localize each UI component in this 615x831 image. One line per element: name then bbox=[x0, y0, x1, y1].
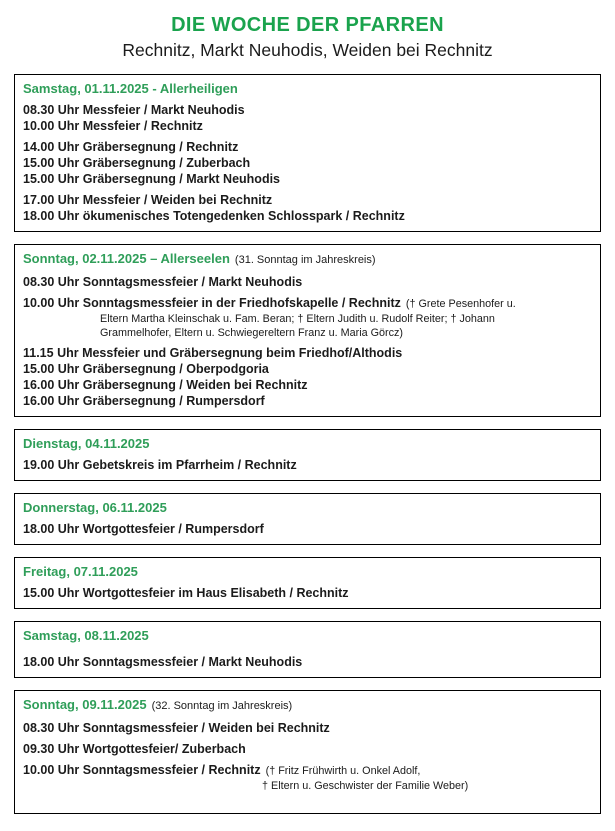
day-list bbox=[0, 74, 615, 814]
day-heading bbox=[23, 627, 592, 644]
schedule-entry bbox=[23, 155, 592, 171]
memorial-note: († Grete Pesenhofer u. bbox=[405, 298, 516, 310]
entry-time-text: 18.00 Uhr Sonntagsmessfeier / Markt Neuhodis bbox=[23, 655, 303, 669]
day-heading-text: Sonntag, 02.11.2025 – Allerseelen bbox=[23, 251, 230, 266]
day-heading-text: Dienstag, 04.11.2025 bbox=[23, 436, 150, 451]
schedule-entry-line bbox=[23, 295, 592, 312]
schedule-entry bbox=[23, 393, 592, 409]
day-box bbox=[14, 493, 601, 545]
page-title: DIE WOCHE DER PFARREN bbox=[171, 14, 444, 36]
entry-time-text: 18.00 Uhr Wortgottesfeier / Rumpersdorf bbox=[23, 522, 264, 536]
day-heading-note: (31. Sonntag im Jahreskreis) bbox=[234, 254, 376, 266]
schedule-entry-line bbox=[23, 762, 592, 779]
schedule-entry bbox=[23, 720, 592, 736]
entry-time-text: 08.30 Uhr Sonntagsmessfeier / Weiden bei Rechnitz bbox=[23, 721, 330, 735]
entry-time-text: 15.00 Uhr Wortgottesfeier im Haus Elisabeth / Rechnitz bbox=[23, 586, 349, 600]
day-box bbox=[14, 621, 601, 678]
entry-time-text: 17.00 Uhr Messfeier / Weiden bei Rechnitz bbox=[23, 193, 273, 207]
page-subtitle: Rechnitz, Markt Neuhodis, Weiden bei Rechnitz bbox=[122, 40, 493, 60]
schedule-entry bbox=[23, 171, 592, 187]
schedule-entry-line bbox=[23, 521, 592, 537]
day-heading-text: Donnerstag, 06.11.2025 bbox=[23, 500, 167, 515]
schedule-entry bbox=[23, 521, 592, 537]
day-heading bbox=[23, 696, 592, 715]
schedule-entry-line bbox=[23, 118, 592, 134]
schedule-entry bbox=[23, 585, 592, 601]
schedule-entry-line bbox=[23, 377, 592, 393]
schedule-entry-line bbox=[23, 155, 592, 171]
entry-time-text: 09.30 Uhr Wortgottesfeier/ Zuberbach bbox=[23, 742, 246, 756]
schedule-entry-line bbox=[23, 457, 592, 473]
schedule-entry-line bbox=[23, 102, 592, 118]
schedule-entry bbox=[23, 361, 592, 377]
day-box bbox=[14, 690, 601, 814]
entry-time-text: 15.00 Uhr Gräbersegnung / Zuberbach bbox=[23, 156, 251, 170]
schedule-entry bbox=[23, 345, 592, 361]
schedule-entry bbox=[23, 208, 592, 224]
entry-time-text: 11.15 Uhr Messfeier und Gräbersegnung beim Friedhof/Althodis bbox=[23, 346, 403, 360]
schedule-entry bbox=[23, 118, 592, 134]
day-box bbox=[14, 244, 601, 417]
day-box bbox=[14, 74, 601, 232]
entry-time-text: 10.00 Uhr Sonntagsmessfeier in der Friedhofskapelle / Rechnitz bbox=[23, 296, 401, 310]
schedule-entry-line bbox=[23, 139, 592, 155]
entry-time-text: 16.00 Uhr Gräbersegnung / Weiden bei Rechnitz bbox=[23, 378, 308, 392]
entry-time-text: 15.00 Uhr Gräbersegnung / Markt Neuhodis bbox=[23, 172, 281, 186]
memorial-note: († Fritz Frühwirth u. Onkel Adolf, bbox=[265, 765, 421, 777]
schedule-entry-line bbox=[23, 585, 592, 601]
schedule-entry-line bbox=[23, 208, 592, 224]
schedule-entry bbox=[23, 762, 592, 793]
schedule-entry bbox=[23, 139, 592, 155]
schedule-entry bbox=[23, 274, 592, 290]
day-box bbox=[14, 429, 601, 481]
schedule-entry-line bbox=[23, 274, 592, 290]
entry-time-text: 16.00 Uhr Gräbersegnung / Rumpersdorf bbox=[23, 394, 265, 408]
day-box bbox=[14, 557, 601, 609]
day-heading-note: (32. Sonntag im Jahreskreis) bbox=[151, 700, 293, 712]
entry-time-text: 08.30 Uhr Messfeier / Markt Neuhodis bbox=[23, 103, 245, 117]
memorial-continuation: Eltern Martha Kleinschak u. Fam. Beran; † Eltern Judith u. Rudolf Reiter; † Johann bbox=[100, 313, 495, 325]
day-heading bbox=[23, 435, 592, 452]
schedule-entry bbox=[23, 457, 592, 473]
day-heading-text: Freitag, 07.11.2025 bbox=[23, 564, 138, 579]
entry-time-text: 10.00 Uhr Sonntagsmessfeier / Rechnitz bbox=[23, 763, 261, 777]
schedule-entry-line bbox=[23, 361, 592, 377]
entry-time-text: 14.00 Uhr Gräbersegnung / Rechnitz bbox=[23, 140, 239, 154]
schedule-entry bbox=[23, 102, 592, 118]
schedule-entry-line bbox=[23, 741, 592, 757]
entry-time-text: 15.00 Uhr Gräbersegnung / Oberpodgoria bbox=[23, 362, 269, 376]
day-heading bbox=[23, 250, 592, 269]
entry-time-text: 19.00 Uhr Gebetskreis im Pfarrheim / Rechnitz bbox=[23, 458, 297, 472]
day-heading-text: Samstag, 08.11.2025 bbox=[23, 628, 149, 643]
memorial-continuation: † Eltern u. Geschwister der Familie Weber) bbox=[262, 780, 469, 792]
schedule-entry bbox=[23, 295, 592, 340]
entry-time-text: 18.00 Uhr ökumenisches Totengedenken Schlosspark / Rechnitz bbox=[23, 209, 405, 223]
entry-time-text: 08.30 Uhr Sonntagsmessfeier / Markt Neuhodis bbox=[23, 275, 303, 289]
memorial-continuation: Grammelhofer, Eltern u. Schwiegereltern Franz u. Maria Görcz) bbox=[100, 327, 404, 339]
schedule-entry-line bbox=[23, 171, 592, 187]
entry-time-text: 10.00 Uhr Messfeier / Rechnitz bbox=[23, 119, 203, 133]
day-heading bbox=[23, 80, 592, 97]
schedule-entry-line bbox=[23, 654, 592, 670]
schedule-entry bbox=[23, 654, 592, 670]
day-heading bbox=[23, 563, 592, 580]
schedule-entry-line bbox=[23, 393, 592, 409]
schedule-entry-line bbox=[23, 345, 592, 361]
schedule-entry bbox=[23, 192, 592, 208]
day-heading-text: Sonntag, 09.11.2025 bbox=[23, 697, 147, 712]
schedule-entry bbox=[23, 741, 592, 757]
day-heading bbox=[23, 499, 592, 516]
schedule-entry-line bbox=[23, 192, 592, 208]
schedule-entry bbox=[23, 377, 592, 393]
day-heading-text: Samstag, 01.11.2025 - Allerheiligen bbox=[23, 81, 238, 96]
schedule-entry-line bbox=[23, 720, 592, 736]
